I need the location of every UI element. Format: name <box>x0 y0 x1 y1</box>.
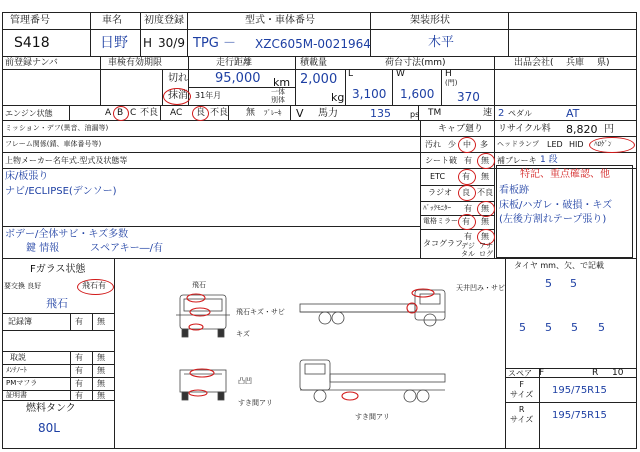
tacho-digital: デジ タル <box>461 242 475 258</box>
stain-label: 汚れ <box>425 140 441 149</box>
kasou-label: 架装形状 <box>410 15 450 26</box>
engine-label: エンジン状態 <box>5 109 53 118</box>
spare-F: F <box>539 368 545 378</box>
back-monitor-label: ﾊﾞｯｸﾓﾆﾀｰ <box>423 204 451 212</box>
fuel-label: 燃料タンク <box>26 403 76 414</box>
tokki-note-2: 床板/ハガレ・破損・キズ <box>499 200 613 211</box>
mirror-mu: 無 <box>481 217 489 226</box>
reg-date: 30/9 <box>158 36 185 50</box>
glass-options: 要交換 良好 <box>4 282 42 290</box>
W-label: W <box>396 69 405 79</box>
radio-label: ラジオ <box>428 188 452 197</box>
shoumei-yu: 有 <box>75 391 83 400</box>
betsutai-option: 別体 <box>271 96 285 104</box>
brake-label: ﾌﾞﾚｰｷ <box>264 109 282 117</box>
radio-ryo: 良 <box>462 188 470 197</box>
L-label: L <box>348 69 354 79</box>
mileage-label: 走行距離 <box>216 58 253 68</box>
kiroku-mu: 無 <box>97 317 105 326</box>
shoumei-label: 証明書 <box>6 391 27 399</box>
seller-pref: 兵庫 <box>566 58 585 68</box>
tire-front-right: 5 <box>570 277 577 290</box>
ac-ryo: 良 <box>196 108 206 118</box>
grade-B: B <box>117 108 124 118</box>
mirror-yu: 有 <box>462 217 470 226</box>
tokki-title: 特記、重点確認、他 <box>520 169 610 180</box>
tacho-analog: アナ ログ <box>479 242 493 258</box>
back-mu: 無 <box>481 204 489 213</box>
mirror-label: 電格ミラー <box>423 217 458 225</box>
key-detail: スペアキー―/有 <box>90 243 163 254</box>
diagram-label-6: すき間アリ <box>238 399 273 407</box>
headlamp-hid: HID <box>569 140 584 149</box>
shodo-label: 初度登録 <box>144 15 184 26</box>
headlamp-led: LED <box>547 140 563 149</box>
torisetsu-yu: 有 <box>75 353 83 362</box>
diagram-label-5: 凸凹 <box>238 377 252 385</box>
frame-label: フレーム関係(錆、車体番号等) <box>5 140 102 148</box>
maker-name: 日野 <box>100 35 128 51</box>
tacho-mu: 無 <box>481 232 489 241</box>
kiroku-label: 記録簿 <box>8 317 32 326</box>
plate-label: 前登録ナンバ <box>5 58 58 68</box>
diagram-label-2: 飛石キズ・サビ <box>236 308 285 316</box>
ac-fuyou: 不良 <box>210 108 229 118</box>
maker-label: 車名 <box>102 15 122 26</box>
ac-label: AC <box>170 108 183 118</box>
spare-R-value: 10 <box>612 368 624 378</box>
diagram-label-4: 天井凹み・サビ <box>456 284 505 292</box>
kire-option: 切れ <box>168 73 188 84</box>
H-label: H <box>445 69 452 79</box>
etc-yu: 有 <box>462 172 470 181</box>
shaken-date: 31年月 <box>195 91 222 100</box>
radio-fuyou: 不良 <box>477 188 493 197</box>
dims-label: 荷台寸法(mm) <box>385 58 446 68</box>
masshou-option: 抹消 <box>168 90 188 101</box>
kanri-number: S418 <box>14 35 50 51</box>
seller-pref-unit: 県) <box>597 58 610 68</box>
mileage-value: 95,000 <box>215 71 261 86</box>
era: H <box>143 36 153 50</box>
f-size-value: 195/75R15 <box>552 385 607 396</box>
W-value: 1,600 <box>400 87 435 101</box>
hojo-brake-value: 1 段 <box>540 155 558 165</box>
f-size-label: F サイズ <box>510 380 534 399</box>
mente-label: ﾒﾝﾃﾉｰﾄ <box>6 366 27 374</box>
H-value: 370 <box>457 90 480 104</box>
torisetsu-label: 取説 <box>10 353 26 362</box>
mission-label: ミッション・デフ(異音、油漏等) <box>5 124 109 132</box>
pedal-label: ペダル <box>508 109 532 118</box>
ac-mu: 無 <box>246 108 256 118</box>
kg-unit: kg <box>331 91 345 104</box>
stain-ta: 多 <box>480 140 488 149</box>
ps-unit: ps <box>410 110 420 119</box>
sheet-mu: 無 <box>481 156 489 165</box>
chassis-number: XZC605M-0021964 <box>255 37 371 51</box>
grade-A: A <box>105 108 112 118</box>
pm-yu: 有 <box>75 379 83 388</box>
model-code: TPG － <box>193 36 236 51</box>
spare-R: R <box>592 368 599 378</box>
headlamp-label: ヘッドランプ <box>497 140 539 148</box>
tire-rear-3: 5 <box>571 321 578 334</box>
capacity-label: 積載量 <box>300 58 328 68</box>
kiroku-yu: 有 <box>75 317 83 326</box>
upper-label: 上物メーカー名年式.型式及状態等 <box>5 156 128 165</box>
tire-rear-1: 5 <box>519 321 526 334</box>
glass-note: 飛石 <box>46 297 68 310</box>
tire-rear-4: 5 <box>598 321 605 334</box>
tire-rear-2: 5 <box>545 321 552 334</box>
pm-mu: 無 <box>97 379 105 388</box>
spare-label: スペア <box>508 369 532 378</box>
hp-value: 135 <box>370 107 391 120</box>
key-label: 鍵 情報 <box>26 243 60 254</box>
speed-label: 速 <box>483 108 493 118</box>
tokki-note-1: 看板跡 <box>499 185 529 196</box>
diagram-label-1: 飛石 <box>192 281 206 289</box>
etc-mu: 無 <box>481 172 489 181</box>
mente-mu: 無 <box>97 366 105 375</box>
headlamp-halogen: ﾊﾛｹﾞﾝ <box>594 140 612 148</box>
katashiki-label: 型式・車体番号 <box>245 15 315 26</box>
r-size-value: 195/75R15 <box>552 410 607 421</box>
seller-label: 出品会社( <box>514 58 554 68</box>
L-value: 3,100 <box>352 87 387 101</box>
stain-chu: 中 <box>463 140 471 149</box>
tokki-note-3: (左後方割れテープ張り) <box>499 214 607 225</box>
H-unit: (門) <box>445 79 458 87</box>
tm-label: TM <box>428 108 442 118</box>
body-type: 木平 <box>428 35 455 50</box>
body-note: 床/板張り <box>5 171 49 182</box>
speed-value: 2 <box>498 108 505 119</box>
tire-header: タイヤ mm、欠、で記載 <box>514 261 604 270</box>
engine-fuyou: 不良 <box>140 108 159 118</box>
hp-label: 馬力 <box>318 108 338 119</box>
back-yu: 有 <box>464 204 472 213</box>
torisetsu-mu: 無 <box>97 353 105 362</box>
tacho-label: タコグラフ <box>423 239 463 248</box>
glass-label: Fガラス状態 <box>30 264 86 275</box>
transmission: AT <box>566 107 580 120</box>
fuel-value: 80L <box>38 421 60 435</box>
pm-label: PMマフラ <box>6 379 38 387</box>
tacho-yu: 有 <box>464 232 472 241</box>
recycle-value: 8,820 <box>566 123 598 136</box>
grade-C: C <box>130 108 137 118</box>
mente-yu: 有 <box>75 366 83 375</box>
stain-sho: 少 <box>448 140 456 149</box>
diagram-label-7: すき間アリ <box>355 413 390 421</box>
shoumei-mu: 無 <box>97 391 105 400</box>
recycle-label: リサイクル料 <box>498 124 551 134</box>
hojo-brake-label: 補ブレーキ <box>497 156 537 165</box>
sheet-label: シート破 <box>425 156 457 165</box>
kanri-label: 管理番号 <box>10 15 50 26</box>
brake-value: V <box>296 107 304 120</box>
sheet-yu: 有 <box>464 156 472 165</box>
shaken-label: 車検有効期限 <box>108 58 163 68</box>
capacity-value: 2,000 <box>300 72 338 87</box>
tire-front-left: 5 <box>545 277 552 290</box>
etc-label: ETC <box>430 172 446 181</box>
km-unit: km <box>273 76 291 89</box>
r-size-label: R サイズ <box>510 405 534 424</box>
navi-note: ナビ/ECLIPSE(デンソー) <box>5 186 117 197</box>
yen-unit: 円 <box>604 124 614 135</box>
glass-tobi: 飛石有 <box>82 281 106 290</box>
isshiki-option: 一体 <box>271 88 285 96</box>
body-damage-note: ボデー/全体サビ・キズ多数 <box>5 229 129 240</box>
cab-label: キャブ廻り <box>438 124 484 134</box>
diagram-label-3: キズ <box>236 330 250 338</box>
